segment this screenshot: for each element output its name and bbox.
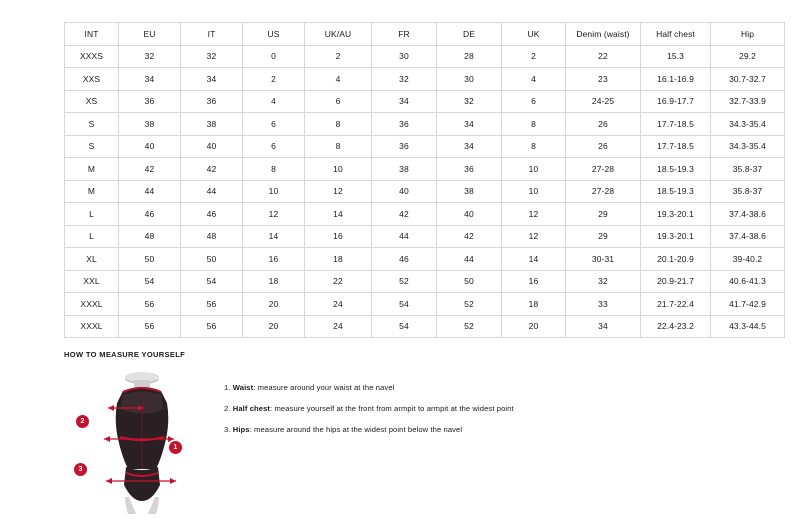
cell-int: L — [65, 225, 119, 248]
cell-hip: 40.6-41.3 — [711, 270, 785, 293]
cell-uk-au: 14 — [305, 203, 372, 226]
cell-uk: 8 — [502, 135, 566, 158]
how-to-measure-section — [64, 350, 744, 514]
cell-hip: 37.4-38.6 — [711, 203, 785, 226]
column-header-denim-waist: Denim (waist) — [566, 23, 641, 46]
cell-half-chest: 18.5-19.3 — [641, 180, 711, 203]
cell-int: M — [65, 180, 119, 203]
cell-it: 42 — [181, 158, 243, 181]
instruction-term: Half chest — [232, 404, 271, 413]
cell-us: 4 — [243, 90, 305, 113]
cell-it: 36 — [181, 90, 243, 113]
table-row — [65, 90, 785, 113]
cell-denim-waist: 34 — [566, 315, 641, 338]
cell-de: 32 — [437, 90, 502, 113]
cell-hip: 37.4-38.6 — [711, 225, 785, 248]
cell-de: 34 — [437, 113, 502, 136]
cell-it: 32 — [181, 45, 243, 68]
cell-hip: 30.7-32.7 — [711, 68, 785, 91]
cell-fr: 38 — [372, 158, 437, 181]
measure-instructions-list — [224, 377, 514, 440]
cell-int: XXXL — [65, 293, 119, 316]
cell-fr: 40 — [372, 180, 437, 203]
cell-us: 18 — [243, 270, 305, 293]
cell-half-chest: 16.1-16.9 — [641, 68, 711, 91]
instruction-number: 1. — [224, 383, 231, 392]
cell-int: XXXL — [65, 315, 119, 338]
table-row — [65, 45, 785, 68]
cell-half-chest: 19.3-20.1 — [641, 225, 711, 248]
cell-uk-au: 4 — [305, 68, 372, 91]
cell-eu: 54 — [119, 270, 181, 293]
cell-it: 44 — [181, 180, 243, 203]
cell-us: 2 — [243, 68, 305, 91]
column-header-eu: EU — [119, 23, 181, 46]
cell-denim-waist: 30-31 — [566, 248, 641, 271]
cell-us: 20 — [243, 315, 305, 338]
cell-uk: 8 — [502, 113, 566, 136]
cell-denim-waist: 24-25 — [566, 90, 641, 113]
cell-half-chest: 22.4-23.2 — [641, 315, 711, 338]
cell-de: 50 — [437, 270, 502, 293]
cell-uk-au: 2 — [305, 45, 372, 68]
cell-hip: 41.7-42.9 — [711, 293, 785, 316]
cell-int: S — [65, 135, 119, 158]
instruction-text: : measure yourself at the front from armpit to armpit at the widest point — [270, 404, 514, 413]
cell-uk: 14 — [502, 248, 566, 271]
cell-eu: 46 — [119, 203, 181, 226]
table-row — [65, 315, 785, 338]
cell-de: 30 — [437, 68, 502, 91]
cell-de: 52 — [437, 315, 502, 338]
cell-eu: 34 — [119, 68, 181, 91]
how-to-measure-title: HOW TO MEASURE YOURSELF — [64, 350, 186, 359]
cell-it: 54 — [181, 270, 243, 293]
cell-fr: 52 — [372, 270, 437, 293]
cell-eu: 56 — [119, 315, 181, 338]
cell-half-chest: 16.9-17.7 — [641, 90, 711, 113]
cell-it: 46 — [181, 203, 243, 226]
cell-de: 36 — [437, 158, 502, 181]
cell-it: 48 — [181, 225, 243, 248]
cell-eu: 38 — [119, 113, 181, 136]
measurement-figure — [78, 369, 202, 514]
table-row — [65, 135, 785, 158]
cell-eu: 32 — [119, 45, 181, 68]
cell-us: 6 — [243, 135, 305, 158]
cell-uk-au: 10 — [305, 158, 372, 181]
cell-half-chest: 17.7-18.5 — [641, 135, 711, 158]
cell-half-chest: 17.7-18.5 — [641, 113, 711, 136]
cell-half-chest: 21.7-22.4 — [641, 293, 711, 316]
cell-int: S — [65, 113, 119, 136]
table-body — [65, 45, 785, 338]
badge-hips: 3 — [74, 463, 87, 476]
cell-half-chest: 18.5-19.3 — [641, 158, 711, 181]
cell-denim-waist: 27-28 — [566, 180, 641, 203]
table-row — [65, 293, 785, 316]
column-header-it: IT — [181, 23, 243, 46]
badge-waist: 1 — [169, 441, 182, 454]
table-row — [65, 225, 785, 248]
cell-us: 0 — [243, 45, 305, 68]
cell-uk: 10 — [502, 180, 566, 203]
cell-int: XXL — [65, 270, 119, 293]
size-conversion-table — [64, 22, 785, 338]
cell-fr: 36 — [372, 135, 437, 158]
cell-de: 52 — [437, 293, 502, 316]
cell-de: 38 — [437, 180, 502, 203]
table-row — [65, 158, 785, 181]
instruction-number: 3. — [224, 425, 231, 434]
cell-us: 14 — [243, 225, 305, 248]
column-header-us: US — [243, 23, 305, 46]
cell-fr: 44 — [372, 225, 437, 248]
cell-it: 50 — [181, 248, 243, 271]
cell-it: 56 — [181, 293, 243, 316]
cell-denim-waist: 23 — [566, 68, 641, 91]
column-header-half-chest: Half chest — [641, 23, 711, 46]
cell-fr: 46 — [372, 248, 437, 271]
cell-uk-au: 24 — [305, 293, 372, 316]
cell-uk-au: 16 — [305, 225, 372, 248]
cell-hip: 35.8-37 — [711, 158, 785, 181]
cell-de: 44 — [437, 248, 502, 271]
cell-uk-au: 12 — [305, 180, 372, 203]
cell-de: 28 — [437, 45, 502, 68]
cell-de: 42 — [437, 225, 502, 248]
table-header-row — [65, 23, 785, 46]
cell-denim-waist: 26 — [566, 113, 641, 136]
cell-denim-waist: 29 — [566, 203, 641, 226]
cell-fr: 34 — [372, 90, 437, 113]
cell-int: M — [65, 158, 119, 181]
cell-de: 40 — [437, 203, 502, 226]
column-header-uk-au: UK/AU — [305, 23, 372, 46]
cell-us: 8 — [243, 158, 305, 181]
column-header-de: DE — [437, 23, 502, 46]
cell-us: 6 — [243, 113, 305, 136]
cell-eu: 48 — [119, 225, 181, 248]
instruction-text: : measure around your waist at the navel — [253, 383, 395, 392]
cell-fr: 54 — [372, 293, 437, 316]
mannequin-icon — [82, 369, 202, 514]
cell-int: XL — [65, 248, 119, 271]
cell-fr: 32 — [372, 68, 437, 91]
cell-int: XS — [65, 90, 119, 113]
list-item — [224, 398, 514, 419]
cell-uk-au: 8 — [305, 135, 372, 158]
cell-eu: 42 — [119, 158, 181, 181]
cell-denim-waist: 22 — [566, 45, 641, 68]
cell-denim-waist: 29 — [566, 225, 641, 248]
cell-uk: 16 — [502, 270, 566, 293]
cell-uk: 2 — [502, 45, 566, 68]
cell-fr: 36 — [372, 113, 437, 136]
cell-uk-au: 24 — [305, 315, 372, 338]
cell-hip: 29.2 — [711, 45, 785, 68]
cell-it: 38 — [181, 113, 243, 136]
cell-uk-au: 6 — [305, 90, 372, 113]
cell-us: 20 — [243, 293, 305, 316]
instruction-text: : measure around the hips at the widest point below the navel — [249, 425, 463, 434]
cell-eu: 44 — [119, 180, 181, 203]
list-item — [224, 377, 514, 398]
column-header-hip: Hip — [711, 23, 785, 46]
cell-de: 34 — [437, 135, 502, 158]
cell-fr: 30 — [372, 45, 437, 68]
table-row — [65, 203, 785, 226]
cell-denim-waist: 32 — [566, 270, 641, 293]
list-item — [224, 419, 514, 440]
column-header-uk: UK — [502, 23, 566, 46]
cell-uk: 20 — [502, 315, 566, 338]
cell-eu: 50 — [119, 248, 181, 271]
cell-uk: 18 — [502, 293, 566, 316]
cell-it: 40 — [181, 135, 243, 158]
cell-it: 56 — [181, 315, 243, 338]
cell-eu: 56 — [119, 293, 181, 316]
cell-it: 34 — [181, 68, 243, 91]
cell-us: 16 — [243, 248, 305, 271]
cell-denim-waist: 33 — [566, 293, 641, 316]
cell-hip: 34.3-35.4 — [711, 135, 785, 158]
size-table-container — [64, 22, 766, 338]
cell-uk-au: 18 — [305, 248, 372, 271]
cell-us: 10 — [243, 180, 305, 203]
cell-int: L — [65, 203, 119, 226]
cell-uk: 6 — [502, 90, 566, 113]
cell-hip: 32.7-33.9 — [711, 90, 785, 113]
cell-uk-au: 8 — [305, 113, 372, 136]
instruction-term: Waist — [232, 383, 254, 392]
badge-half-chest: 2 — [76, 415, 89, 428]
cell-int: XXXS — [65, 45, 119, 68]
column-header-int: INT — [65, 23, 119, 46]
table-row — [65, 180, 785, 203]
table-row — [65, 270, 785, 293]
cell-uk: 10 — [502, 158, 566, 181]
how-to-measure-body — [64, 369, 744, 514]
cell-half-chest: 20.1-20.9 — [641, 248, 711, 271]
cell-uk: 12 — [502, 203, 566, 226]
cell-hip: 43.3-44.5 — [711, 315, 785, 338]
cell-half-chest: 15.3 — [641, 45, 711, 68]
table-row — [65, 248, 785, 271]
cell-int: XXS — [65, 68, 119, 91]
cell-hip: 35.8-37 — [711, 180, 785, 203]
table-row — [65, 113, 785, 136]
cell-uk: 12 — [502, 225, 566, 248]
instruction-term: Hips — [232, 425, 250, 434]
cell-uk-au: 22 — [305, 270, 372, 293]
cell-half-chest: 19.3-20.1 — [641, 203, 711, 226]
table-row — [65, 68, 785, 91]
table-header — [65, 23, 785, 46]
cell-eu: 36 — [119, 90, 181, 113]
column-header-fr: FR — [372, 23, 437, 46]
cell-denim-waist: 27-28 — [566, 158, 641, 181]
cell-us: 12 — [243, 203, 305, 226]
cell-fr: 42 — [372, 203, 437, 226]
cell-hip: 34.3-35.4 — [711, 113, 785, 136]
cell-eu: 40 — [119, 135, 181, 158]
cell-hip: 39-40.2 — [711, 248, 785, 271]
instruction-number: 2. — [224, 404, 231, 413]
cell-half-chest: 20.9-21.7 — [641, 270, 711, 293]
cell-uk: 4 — [502, 68, 566, 91]
cell-denim-waist: 26 — [566, 135, 641, 158]
cell-fr: 54 — [372, 315, 437, 338]
